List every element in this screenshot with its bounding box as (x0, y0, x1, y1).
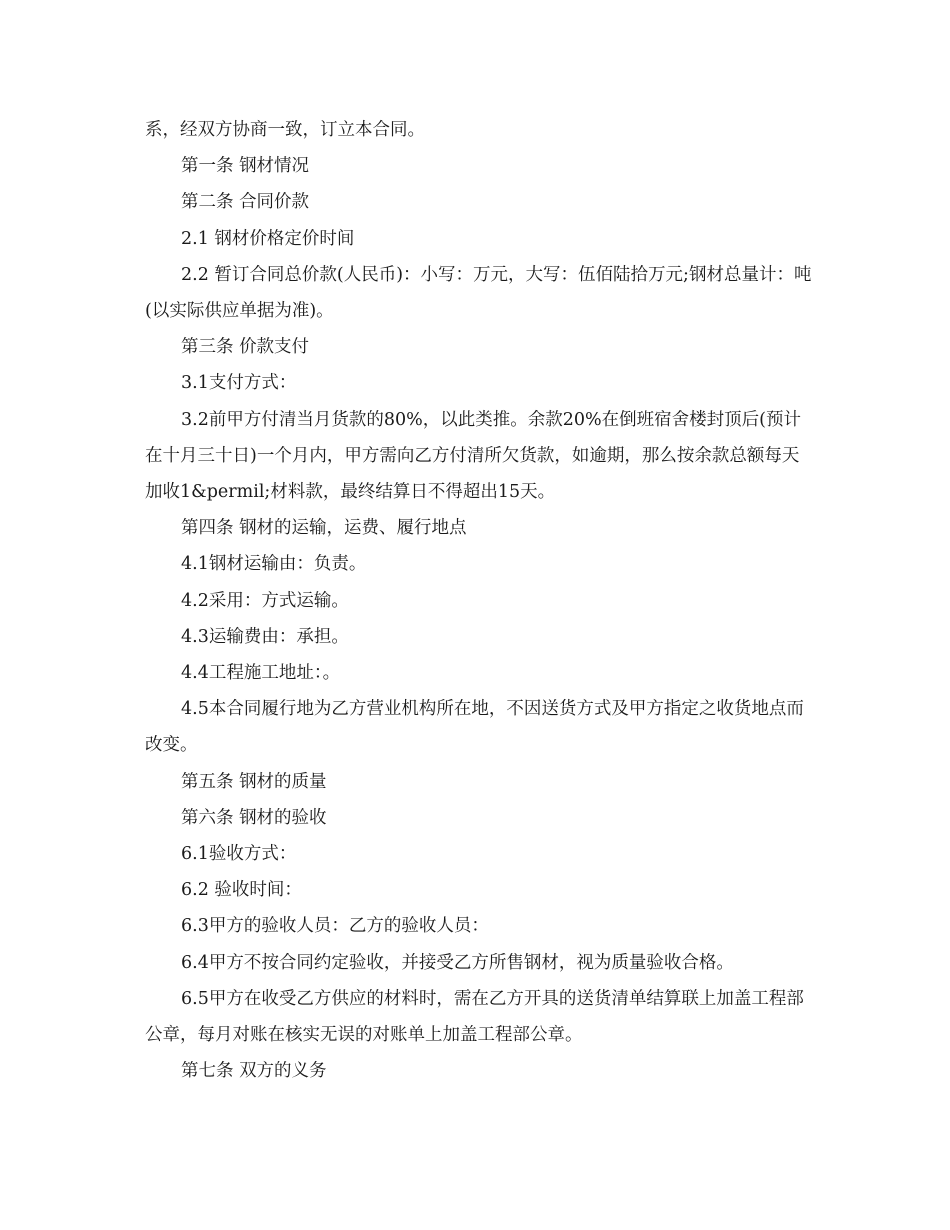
section-heading: 第四条 钢材的运输，运费、履行地点 (181, 518, 467, 539)
section-heading: 第七条 双方的义务 (181, 1061, 327, 1082)
clause: 4.1钢材运输由：负责。 (181, 554, 367, 575)
clause: 4.4工程施工地址：。 (181, 663, 341, 684)
clause: 4.3运输费由：承担。 (181, 626, 349, 647)
clause: 3.2前甲方付清当月货款的80%，以此类推。余款20%在倒班宿舍楼封顶后(预计在十月三十日)一个月内，甲方需向乙方付清所欠货款，如逾期，那么按余款总额每天加收1&permil;材料款，最终结算日不得超出15天。 (145, 409, 801, 503)
clause: 2.1 钢材价格定价时间 (181, 228, 355, 249)
section-heading: 第二条 合同价款 (181, 192, 310, 213)
clause: 6.3甲方的验收人员：乙方的验收人员： (181, 916, 489, 937)
clause: 3.1支付方式： (181, 373, 297, 394)
section-heading: 第六条 钢材的验收 (181, 807, 327, 828)
section-heading: 第五条 钢材的质量 (181, 771, 327, 792)
paragraph: 系，经双方协商一致，订立本合同。 (145, 120, 425, 140)
clause: 4.5本合同履行地为乙方营业机构所在地，不因送货方式及甲方指定之收货地点而改变。 (145, 699, 804, 756)
clause: 6.2 验收时间： (181, 880, 302, 901)
section-heading: 第三条 价款支付 (181, 337, 310, 358)
clause: 6.1验收方式： (181, 844, 297, 865)
section-heading: 第一条 钢材情况 (181, 156, 310, 177)
clause: 6.4甲方不按合同约定验收，并接受乙方所售钢材，视为质量验收合格。 (181, 952, 734, 973)
clause: 2.2 暂订合同总价款(人民币)：小写：万元，大写：伍佰陆拾万元;钢材总量计：吨(以实际供应单据为准)。 (145, 264, 812, 322)
document-body (145, 112, 815, 1089)
clause: 6.5甲方在收受乙方供应的材料时，需在乙方开具的送货清单结算联上加盖工程部公章，每月对账在核实无误的对账单上加盖工程部公章。 (145, 988, 804, 1046)
clause: 4.2采用：方式运输。 (181, 590, 349, 611)
